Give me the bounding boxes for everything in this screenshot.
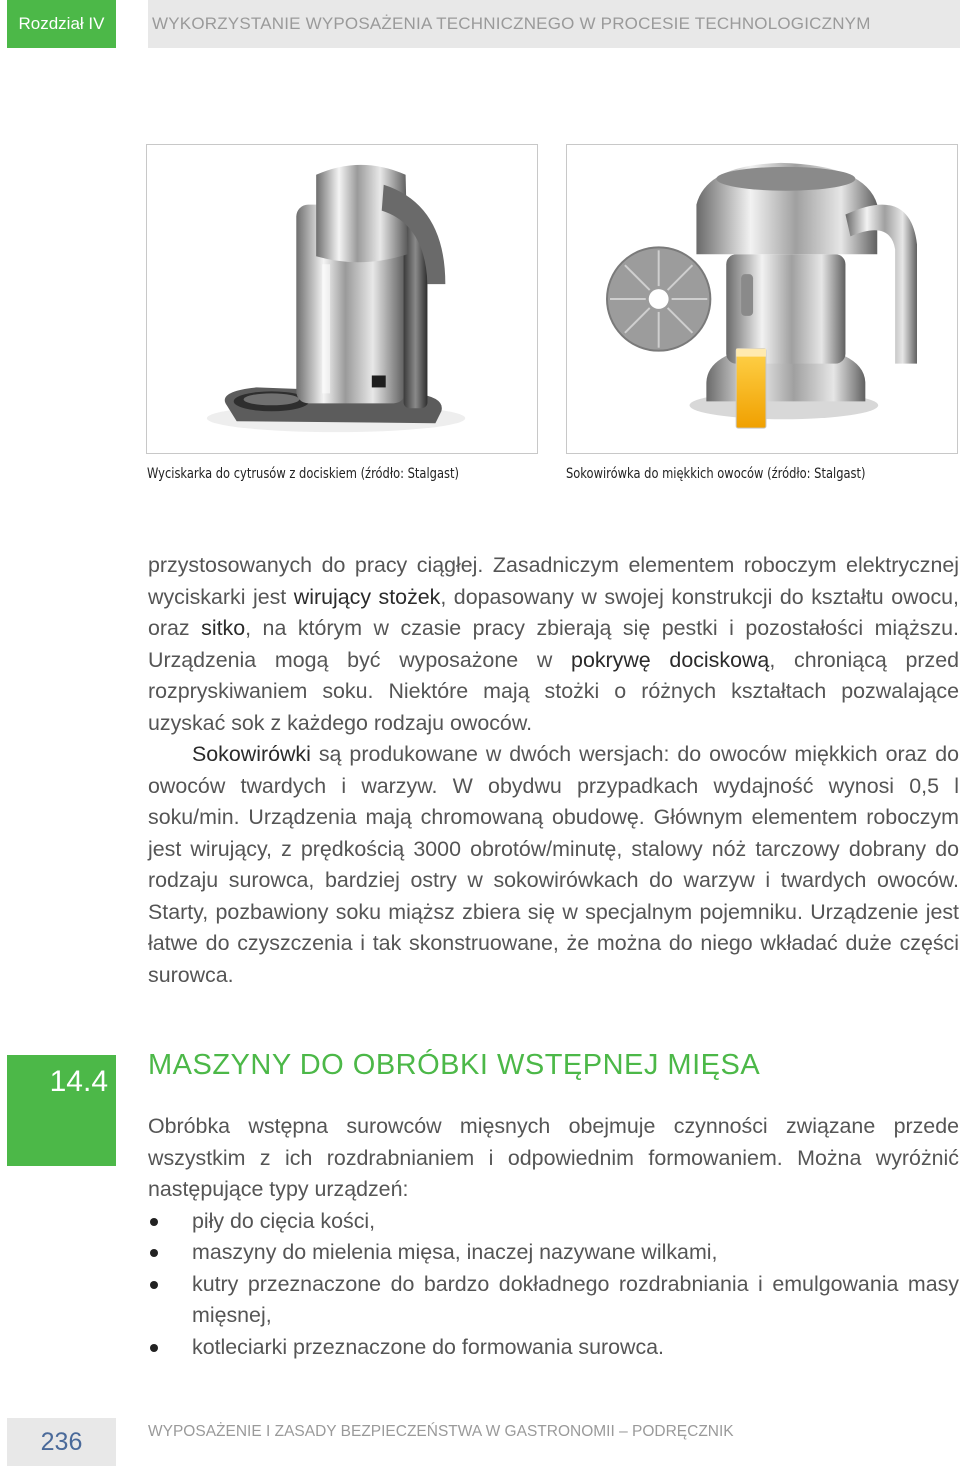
- list-item: [148, 1206, 959, 1238]
- juicer-image: [566, 144, 958, 454]
- list-item-text: kutry przeznaczone do bardzo dokładnego rozdrabniania i emulgowania masy mięsnej,: [192, 1271, 959, 1327]
- bullet-icon: [150, 1218, 158, 1226]
- bullet-icon: [150, 1281, 158, 1289]
- cutting-disc-icon: [607, 247, 710, 350]
- term-strainer: sitko: [201, 616, 246, 640]
- paragraph-citrus-press: [148, 550, 959, 739]
- text-span: , na którym w czasie pracy zbierają się pestki i pozostałości miąższu. Urządzenia mogą być wyposażone w: [148, 616, 959, 672]
- citrus-press-illustration: [147, 145, 537, 453]
- device-list: [148, 1206, 959, 1364]
- text-span: , chroniącą przed rozpryskiwaniem soku. Niektóre mają stożki o różnych kształtach pozwalające uzyskać sok z każdego rodzaju owoców.: [148, 647, 959, 735]
- list-item-text: piły do cięcia kości,: [192, 1208, 376, 1233]
- list-item: [148, 1269, 959, 1332]
- term-rotating-cone: wirujący stożek: [293, 584, 441, 609]
- list-item: [148, 1237, 959, 1269]
- header-title: WYKORZYSTANIE WYPOSAŻENIA TECHNICZNEGO W PROCESIE TECHNOLOGICZNYM: [148, 0, 960, 48]
- list-item-text: maszyny do mielenia mięsa, inaczej nazywane wilkami,: [192, 1240, 718, 1264]
- term-juicers: Sokowirówki: [192, 742, 311, 766]
- text-span: są produkowane w dwóch wersjach: do owoców miękkich oraz do owoców twardych i warzyw. W obydwu przypadkach wydajność wynosi 0,5 l soku/min. Urządzenia mają chromowaną obudowę. Głównym elementem roboczym jest wirujący, z prędkością 3000 obrotów/minutę, stalowy nóż tarczowy dobrany do rodzaju surowca, bardziej ostry w sokowirówkach do warzyw i twardych owoców. Starty, pozbawiony soku miąższ zbiera się w specjalnym pojemniku. Urządzenie jest łatwe do czyszczenia i tak skonstruowane, że można do niego wkładać duże części surowca.: [148, 742, 959, 987]
- text-span: przystosowanych do pracy ciągłej. Zasadniczym elementem roboczym elektrycznej wyciskarki jest: [148, 553, 959, 609]
- bullet-icon: [150, 1249, 158, 1257]
- list-item-text: kotleciarki przeznaczone do formowania surowca.: [192, 1334, 665, 1359]
- section-text: [148, 1111, 959, 1363]
- text-span: , dopasowany w swojej konstrukcji do kształtu owocu, oraz: [148, 584, 959, 640]
- body-text: [148, 550, 959, 991]
- paragraph-juicers: [148, 739, 959, 991]
- footer-book-title: WYPOSAŻENIE I ZASADY BEZPIECZEŃSTWA W GASTRONOMII – PODRĘCZNIK: [148, 1423, 734, 1440]
- page-number: 236: [7, 1418, 116, 1466]
- figure-caption-citrus-press: Wyciskarka do cytrusów z dociskiem (źródło: Stalgast): [147, 466, 459, 482]
- section-title: MASZYNY DO OBRÓBKI WSTĘPNEJ MIĘSA: [148, 1049, 761, 1081]
- section-number: 14.4: [7, 1055, 116, 1166]
- citrus-press-image: [146, 144, 538, 454]
- section-intro: Obróbka wstępna surowców mięsnych obejmuje czynności związane przede wszystkim z ich rozdrabnianiem i odpowiednim formowaniem. Można wyróżnić następujące typy urządzeń:: [148, 1114, 959, 1201]
- figure-caption-juicer: Sokowirówka do miękkich owoców (źródło: Stalgast): [566, 466, 866, 482]
- term-pressure-lid: pokrywę dociskową: [571, 647, 770, 672]
- bullet-icon: [150, 1344, 158, 1352]
- chapter-tab: Rozdział IV: [7, 0, 116, 48]
- juicer-illustration: [567, 145, 957, 453]
- list-item: [148, 1332, 959, 1364]
